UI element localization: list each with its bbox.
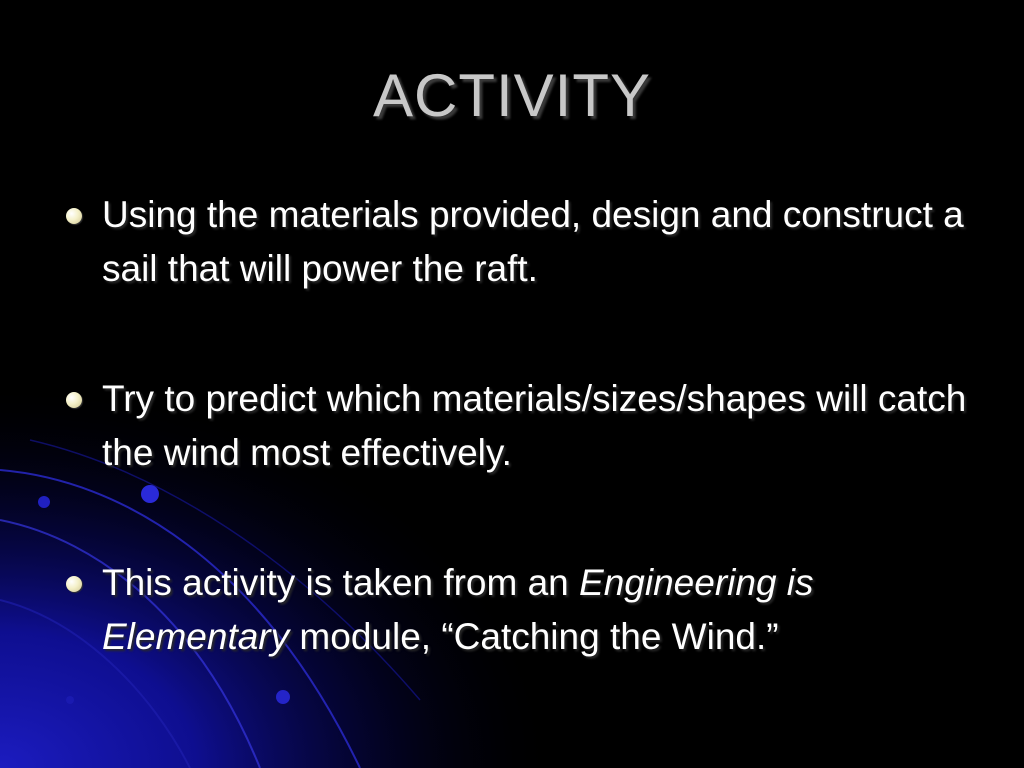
bullet-text: Try to predict which materials/sizes/shapes will catch the wind most effectively. [102, 378, 967, 473]
bullet-dot-icon [66, 208, 82, 224]
bullet-item [62, 188, 1002, 296]
slide-title: ACTIVITY [372, 62, 652, 129]
bullet-dot-icon [66, 576, 82, 592]
module-name-italic: Engineering is Elementary [102, 562, 814, 657]
bullet-text-end: module, “Catching the Wind.” [289, 616, 779, 657]
bullet-text-start: This activity is taken from an [102, 562, 580, 603]
bullet-item [62, 372, 1002, 480]
bullet-list [62, 188, 1002, 664]
bullet-dot-icon [66, 392, 82, 408]
bullet-text: Using the materials provided, design and construct a sail that will power the raft. [102, 194, 964, 289]
bullet-item [62, 556, 1002, 664]
